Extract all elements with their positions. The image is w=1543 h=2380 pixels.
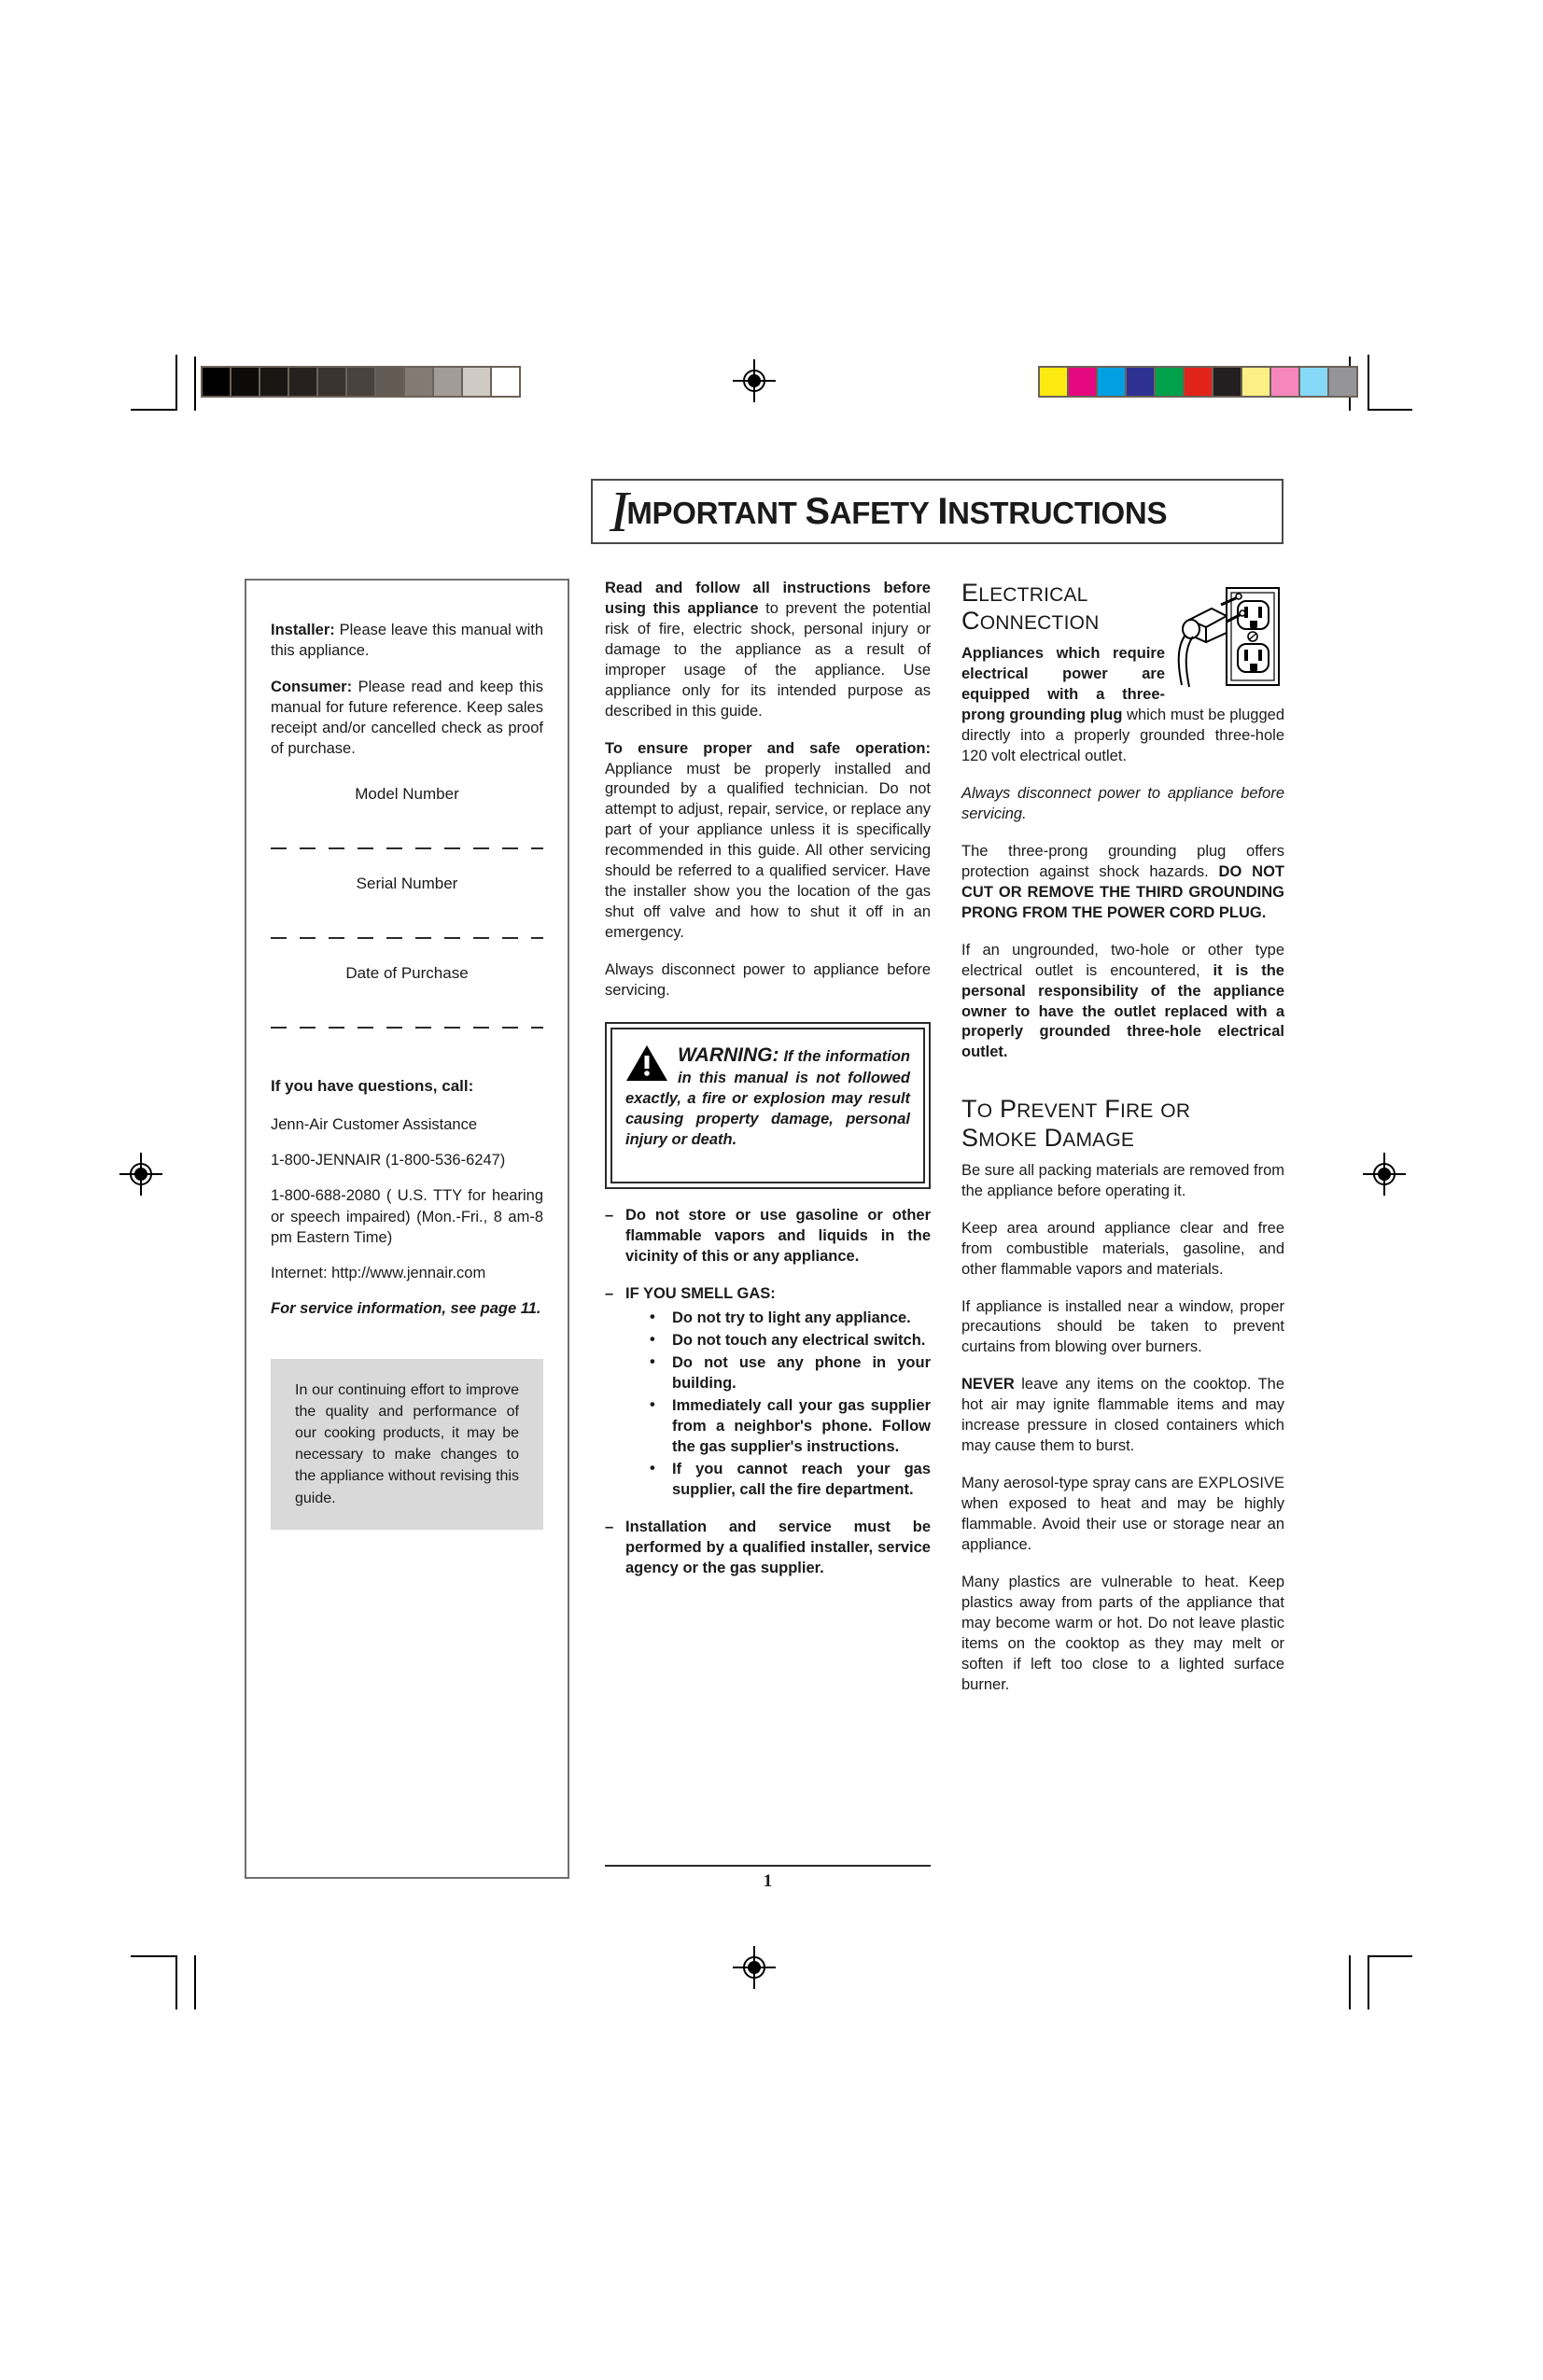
heading-rest-lectrical: LECTRICAL [978, 584, 1088, 606]
never-leave-items-paragraph [961, 1375, 1284, 1457]
grayscale-swatch-4 [318, 368, 345, 396]
never-rest: leave any items on the cooktop. The hot air may ignite flammable items and may increase pressure in closed containers which may cause them to burst. [961, 1376, 1284, 1455]
title-word-instructions: NSTRUCTIONS [947, 495, 1168, 530]
installer-text: Please leave this manual with this appliance. [271, 622, 543, 660]
owner-record-box [245, 579, 569, 1879]
color-swatch-2 [1098, 368, 1125, 396]
color-swatch-7 [1242, 368, 1269, 396]
registration-mark-bottom [733, 1946, 776, 1989]
bullet-marker: • [650, 1395, 655, 1413]
always-disconnect-text: Always disconnect power to appliance before servicing. [961, 785, 1284, 823]
electrical-outlet-icon [1172, 581, 1284, 694]
heading-rest-onnection: ONNECTION [979, 612, 1100, 635]
date-of-purchase-field [271, 963, 543, 1029]
warning-paragraph [625, 1043, 910, 1151]
contact-internet: Internet: http://www.jennair.com [271, 1265, 486, 1282]
contact-phone-tty: 1-800-688-2080 ( U.S. TTY for hearing or speech impaired) (Mon.-Fri., 8 am-8 pm Eastern Time) [271, 1187, 543, 1246]
grayscale-swatch-3 [289, 368, 316, 396]
warning-box-inner [610, 1028, 925, 1184]
packing-materials-paragraph: Be sure all packing materials are removed from the appliance before operating it. [961, 1161, 1284, 1199]
ungrounded-paragraph [961, 941, 1284, 1064]
warning-box [605, 1022, 931, 1190]
safety-dash-list [605, 1206, 931, 1578]
color-calibration-strip [1038, 366, 1358, 398]
heading-cap-e: E [961, 579, 979, 607]
registration-mark-right [1363, 1153, 1406, 1196]
model-number-label: Model Number [355, 784, 459, 803]
three-prong-paragraph [961, 842, 1284, 924]
service-information-note: For service information, see page 11. [271, 1300, 541, 1318]
keep-area-clear-paragraph: Keep area around appliance clear and free from combustible materials, gasoline, and other flammable vapors and materials. [961, 1219, 1284, 1278]
title-safety-cap: S [805, 490, 830, 532]
bullet-marker: • [650, 1331, 655, 1349]
dash-item-smell-gas [605, 1284, 931, 1500]
grayscale-swatch-6 [376, 368, 403, 396]
grayscale-swatch-10 [492, 368, 519, 396]
questions-heading: If you have questions, call: [271, 1076, 474, 1095]
date-of-purchase-writeline[interactable] [271, 1027, 543, 1029]
grayscale-swatch-8 [434, 368, 461, 396]
color-swatch-10 [1329, 368, 1356, 396]
title-word-important: MPORTANT [626, 495, 797, 530]
installer-paragraph [271, 620, 543, 662]
bullet-text: If you cannot reach your gas supplier, call the fire department. [672, 1460, 931, 1498]
title-instructions-cap: I [937, 490, 948, 532]
right-column [961, 579, 1284, 1712]
page-number: 1 [763, 1871, 773, 1891]
bullet-text: Do not touch any electrical switch. [672, 1332, 926, 1350]
dash-marker: – [605, 1285, 614, 1303]
color-swatch-4 [1156, 368, 1183, 396]
continuing-effort-note: In our continuing effort to improve the quality and performance of our cooking products, it may be necessary to make changes to the appliance without revising this guide. [271, 1359, 543, 1530]
middle-column [605, 579, 931, 1595]
read-and-follow-rest: to prevent the potential risk of fire, electric shock, personal injury or damage to the appliance as a result of improper usage of the appliance. Use appliance only for its intended purpose as described in this guide. [605, 599, 931, 720]
warning-triangle-icon [625, 1044, 668, 1082]
crop-mark-top-left [131, 355, 196, 411]
dash-item-text: Installation and service must be performed by a qualified installer, service agency or the gas supplier. [625, 1518, 931, 1576]
dash-marker: – [605, 1207, 614, 1225]
registration-mark-left [119, 1153, 162, 1196]
bullet-text: Do not use any phone in your building. [672, 1354, 931, 1393]
heading-small-ire: IRE [1119, 1100, 1154, 1123]
installer-label: Installer: [271, 622, 335, 638]
color-swatch-1 [1069, 368, 1096, 396]
page-title [593, 480, 1168, 544]
grayscale-swatch-2 [260, 368, 288, 396]
registration-mark-top [733, 359, 776, 402]
bullet-item [650, 1331, 931, 1351]
appliances-rest: which must be plugged directly into a properly grounded three-hole 120 volt electrical outlet. [961, 707, 1284, 765]
ungrounded-lead: If an ungrounded, two-hole or other type electrical outlet is encountered, [961, 941, 1284, 979]
page-title-bar [591, 479, 1283, 544]
read-and-follow-paragraph [605, 579, 931, 722]
grayscale-calibration-strip [201, 366, 521, 398]
color-swatch-6 [1213, 368, 1241, 396]
dash-item-installation [605, 1518, 931, 1579]
serial-number-writeline[interactable] [271, 937, 543, 939]
serial-number-field [271, 874, 543, 939]
bullet-text: Do not try to light any appliance. [672, 1309, 911, 1327]
bullet-item [650, 1353, 931, 1394]
heading-small-or: OR [1160, 1100, 1191, 1123]
ensure-operation-paragraph [605, 739, 931, 944]
dash-item-gasoline [605, 1206, 931, 1267]
page-footer-rule [605, 1865, 931, 1867]
heading-cap-f: F [1104, 1095, 1120, 1124]
disconnect-power-note: Always disconnect power to appliance before servicing. [605, 960, 931, 999]
color-swatch-5 [1185, 368, 1212, 396]
consumer-paragraph [271, 677, 543, 760]
color-swatch-0 [1040, 368, 1067, 396]
heading-cap-c: C [961, 607, 980, 636]
bullet-item [650, 1309, 931, 1329]
window-curtains-paragraph: If appliance is installed near a window, proper precautions should be taken to prevent curtains from blowing over burners. [961, 1297, 1284, 1356]
bullet-marker: • [650, 1309, 655, 1326]
prevent-fire-heading [961, 1095, 1284, 1151]
heading-cap-p: P [999, 1095, 1017, 1124]
grayscale-swatch-1 [231, 368, 259, 396]
consumer-text: Please read and keep this manual for future reference. Keep sales receipt and/or cancelled check as proof of purchase. [271, 678, 543, 758]
smell-gas-bullet-list [625, 1309, 931, 1500]
crop-mark-bottom-left [131, 1955, 196, 2011]
grayscale-swatch-9 [463, 368, 490, 396]
color-swatch-8 [1271, 368, 1298, 396]
warning-label: WARNING: [678, 1043, 779, 1066]
heading-cap-s: S [961, 1123, 979, 1152]
dash-item-text: Do not store or use gasoline or other flammable vapors and liquids in the vicinity of this or any appliance. [625, 1207, 931, 1266]
contact-customer-assistance: Jenn-Air Customer Assistance [271, 1115, 478, 1133]
bullet-marker: • [650, 1353, 655, 1371]
grayscale-swatch-0 [203, 368, 230, 396]
ensure-operation-bold: To ensure proper and safe operation: [605, 739, 931, 757]
appliances-bold: Appliances which require electrical power are equipped with a three-prong grounding plug [961, 645, 1165, 724]
color-swatch-9 [1300, 368, 1327, 396]
title-drop-cap: I [610, 480, 629, 544]
dash-marker: – [605, 1518, 614, 1535]
bullet-item [650, 1460, 931, 1501]
bullet-text: Immediately call your gas supplier from a neighbor's phone. Follow the gas supplier's instructions. [672, 1396, 931, 1455]
crop-mark-bottom-right [1347, 1955, 1412, 2011]
consumer-label: Consumer: [271, 678, 353, 695]
aerosol-paragraph: Many aerosol-type spray cans are EXPLOSIVE when exposed to heat and may be highly flammable. Avoid their use or storage near an appliance. [961, 1475, 1284, 1553]
three-prong-lead: The three-prong grounding plug offers protection against shock hazards. [961, 842, 1284, 880]
heading-small-moke: MOKE [978, 1128, 1037, 1151]
grayscale-swatch-7 [405, 368, 432, 396]
read-and-follow-bold: Read and follow all instructions before using this appliance [605, 580, 931, 617]
bullet-marker: • [650, 1459, 655, 1477]
title-word-safety: AFETY [829, 495, 930, 530]
always-disconnect-italic [961, 784, 1284, 825]
heading-small-o: O [976, 1100, 993, 1123]
three-prong-bold: DO NOT CUT OR REMOVE THE THIRD GROUNDING PRONG FROM THE POWER CORD PLUG. [961, 862, 1284, 921]
model-number-field [271, 784, 543, 849]
plastics-paragraph: Many plastics are vulnerable to heat. Keep plastics away from parts of the appliance that may become warm or hot. Do not leave plastic items on the cooktop as they may melt or soften if left too close to a lighted surface burner. [961, 1573, 1284, 1693]
warning-text: If the information in this manual is not followed exactly, a fire or explosion may result causing property damage, personal injury or death. [625, 1047, 910, 1148]
ungrounded-bold: it is the personal responsibility of the appliance owner to have the outlet replaced with a properly grounded three-hole electrical outlet. [961, 961, 1284, 1061]
grayscale-swatch-5 [347, 368, 374, 396]
serial-number-label: Serial Number [356, 874, 458, 892]
color-swatch-3 [1127, 368, 1154, 396]
heading-cap-d: D [1044, 1123, 1063, 1152]
date-of-purchase-label: Date of Purchase [345, 963, 469, 982]
heading-cap-t: T [961, 1095, 977, 1124]
heading-small-amage: AMAGE [1062, 1128, 1135, 1151]
heading-small-revent: REVENT [1017, 1100, 1098, 1123]
model-number-writeline[interactable] [271, 847, 543, 849]
bullet-item [650, 1396, 931, 1458]
dash-item-text: IF YOU SMELL GAS: [625, 1285, 776, 1303]
contact-phone-main: 1-800-JENNAIR (1-800-536-6247) [271, 1152, 506, 1169]
ensure-operation-rest: Appliance must be properly installed and grounded by a qualified technician. Do not attempt to adjust, repair, service, or replace any part of your appliance unless it is specifically recommended in this guide. All other servicing should be referred to a qualified servicer. Have the installer show you the location of the gas shut off valve and how to shut it off in an emergency. [605, 760, 931, 941]
never-bold: NEVER [961, 1376, 1015, 1393]
